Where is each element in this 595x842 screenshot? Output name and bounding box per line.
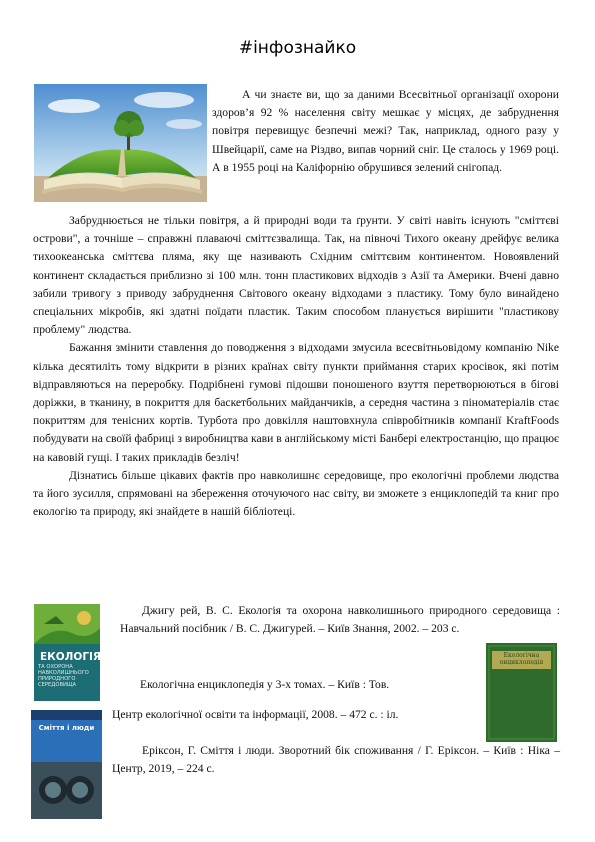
- intro-paragraph: [212, 86, 559, 177]
- main-text: [33, 212, 559, 521]
- trash-book-cover: [31, 710, 102, 819]
- book-citation-2-line2: Центр екологічної освіти та інформації, 2008. – 472 с. : іл.: [112, 708, 399, 721]
- encyclopedia-cover-title: Екологічна енциклопедія: [499, 652, 544, 666]
- encyclopedia-book-cover: [486, 643, 557, 742]
- book-citation-1: [120, 602, 560, 638]
- book-citation-2-line1: Екологічна енциклопедія у 3-х томах. – Київ : Тов.: [140, 678, 390, 691]
- open-book-landscape-image: [34, 84, 207, 202]
- book-citation-3: [112, 742, 560, 778]
- intro-text: А чи знаєте ви, що за даними Всесвітньої організації охорони здоров’я 92 % населення світу мешкає у місцях, де забруднення повітря перевищує безпечні межі? Так, наприклад, одного разу у Швейцарії, саме на Різдво, випав чорний сніг. Це сталось у 1969 році. А в 1955 році на Каліфорнію обрушився зелений снігопад.: [212, 88, 559, 174]
- paragraph-3: Дізнатись більше цікавих фактів про навколишнє середовище, про екологічні проблеми людства та його зусилля, спрямовані на збереження оточуючого нас світу, ви зможете з енциклопедій та книг про екологію та природу, які знайдете в нашій бібліотеці.: [33, 468, 559, 519]
- paragraph-1: Забруднюється не тільки повітря, а й природні води та ґрунти. У світі навіть існують "сміттєві острови", а точніше – справжні плаваючі сміттєзвалища. Так, на півночі Тихого океану дрейфує велика тихоокеанська сміттєва пляма, яку ще називають Східним сміттєвим континентом. Новоявлений континент складається приблизно зі 100 млн. тонн пластикових відходів з Азії та Америки. Вчені давно забили тривогу з приводу забруднення Світового океану відходами з пластику. Тому було винайдено спеціальних мікробів, які здатні поїдати пластик. Таким способом планується вирішити "пластикову проблему" людства.: [33, 214, 559, 337]
- ecology-cover-subtitle: ТА ОХОРОНА НАВКОЛИШНЬОГО ПРИРОДНОГО СЕРЕДОВИЩА: [38, 664, 89, 688]
- trash-cover-title: Сміття і люди: [38, 724, 95, 732]
- citation-3-text: Еріксон, Г. Сміття і люди. Зворотний бік споживання / Г. Еріксон. – Київ : Ніка – Центр, 2019, – 224 с.: [112, 744, 560, 776]
- ecology-cover-title: ЕКОЛОГІЯ: [40, 651, 100, 663]
- page-title: #інфознайко: [238, 38, 357, 58]
- paragraph-2: Бажання змінити ставлення до поводження з відходами змусила всесвітньовідому компанію Nike кілька десятиліть тому відкрити в різних країнах світу пункти приймання старих кросівок, які потім відправляються на переробку. Подрібнені гумові підошви поношеного взуття перетворюються в бігові доріжки, в тканину, в покриття для баскетбольних майданчиків, а середня частина з піноматеріалів стає покриттям для тенісних кортів. Турбота про довкілля наштовхнула співробітників компанії KraftFoods побудувати на своїй фабриці з виробництва кави в англійському місті Банбері електростанцію, що працює на кавовій гущі. І таких прикладів безліч!: [33, 341, 559, 464]
- ecology-book-cover: [34, 604, 100, 701]
- citation-1-text: Джигу рей, В. С. Екологія та охорона навколишнього природного середовища : Навчальний посібник / В. С. Джигурей. – Київ Знання, 2002. – 203 с.: [120, 604, 560, 636]
